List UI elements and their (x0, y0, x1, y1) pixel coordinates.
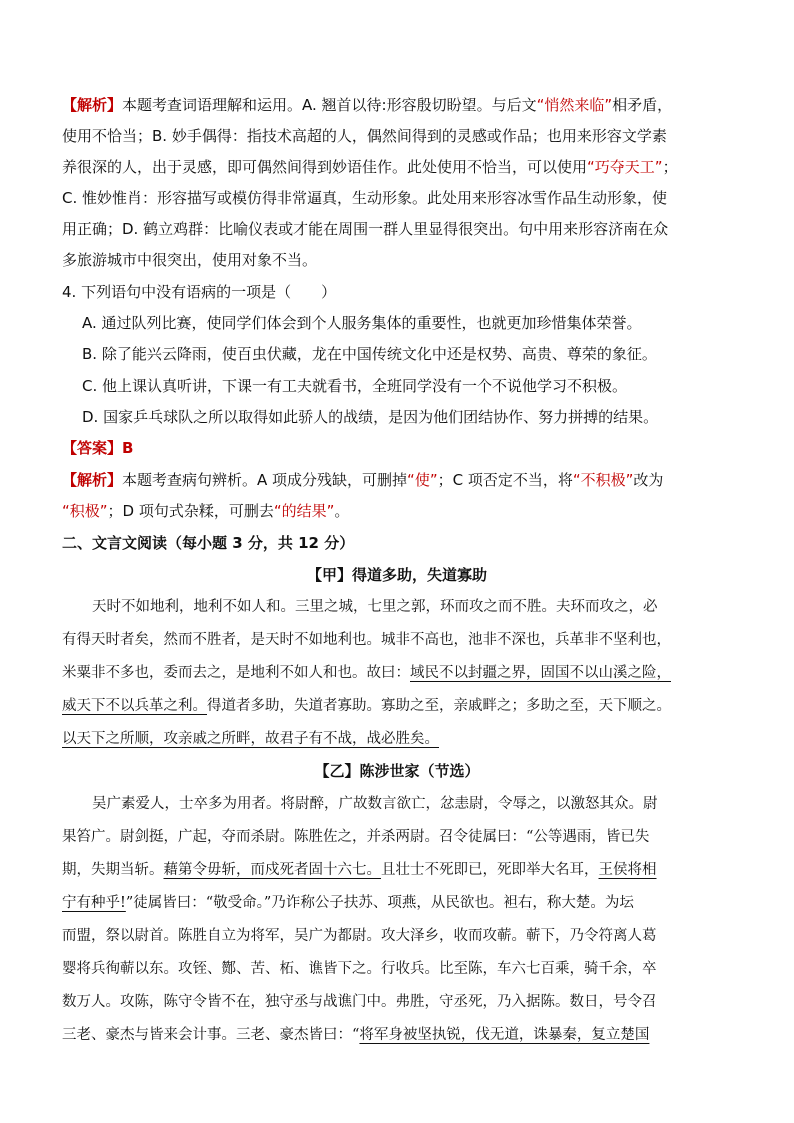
yi-line-4: 宁有种乎!”徒属皆曰：“敬受命。”乃诈称公子扶苏、项燕，从民欲也。袒右，称大楚。为坛 (62, 895, 634, 911)
q4-stem: 4. 下列语句中没有语病的一项是（ ） (62, 283, 337, 301)
yi-line-1: 吴广素爱人，士卒多为用者。将尉醉，广故数言欲亡，忿恚尉，令辱之，以激怒其众。尉 (92, 796, 658, 812)
underlined-phrase: 域民不以封疆之界，固国不以山溪之险， (410, 665, 671, 681)
analysis-tag: 【解析】 (62, 96, 123, 114)
q4-option-b: B. 除了能兴云降雨，使百虫伏藏，龙在中国传统文化中还是权势、高贵、尊荣的象征。 (82, 345, 657, 363)
q3-analysis-line-5: 用正确；D. 鹤立鸡群：比喻仪表或才能在周围一群人里显得很突出。句中用来形容济南在众 (62, 220, 669, 238)
jia-line-4: 威天下不以兵革之利。得道者多助，失道者寡助。寡助之至，亲戚畔之；多助之至，天下顺之。 (62, 698, 671, 714)
section-heading: 二、文言文阅读（每小题 3 分，共 12 分） (62, 534, 355, 552)
yi-title: 【乙】陈涉世家（节选） (314, 762, 480, 780)
q3-analysis-line-1: 【解析】本题考查词语理解和运用。A. 翘首以待:形容殷切盼望。与后文“悄然来临”相矛盾， (62, 96, 673, 114)
yi-line-3: 期，失期当斩。藉第令毋斩，而戍死者固十六七。且壮士不死即已，死即举大名耳，王侯将相 (62, 862, 657, 878)
underlined-phrase: 宁有种乎! (62, 895, 126, 911)
q4-option-c: C. 他上课认真听讲，下课一有工夫就看书，全班同学没有一个不说他学习不积极。 (82, 377, 628, 395)
q4-option-a: A. 通过队列比赛，使同学们体会到个人服务集体的重要性，也就更加珍惜集体荣誉。 (82, 314, 642, 332)
q3-analysis-line-3: 养很深的人，出于灵感，即可偶然间得到妙语佳作。此处使用不恰当，可以使用“巧夺天工”； (62, 158, 678, 176)
q3-analysis-line-4: C. 惟妙惟肖：形容描写或模仿得非常逼真，生动形象。此处用来形容冰雪作品生动形象，使 (62, 189, 668, 207)
yi-line-8: 三老、豪杰与皆来会计事。三老、豪杰皆曰：“将军身被坚执锐，伐无道，诛暴秦，复立楚国 (62, 1027, 650, 1043)
yi-line-2: 果笞广。尉剑挺，广起，夺而杀尉。陈胜佐之，并杀两尉。召令徒属曰：“公等遇雨，皆已失 (62, 829, 650, 845)
underlined-phrase: 王侯将相 (598, 862, 657, 878)
q3-analysis-line-6: 多旅游城市中很突出，使用对象不当。 (62, 251, 318, 269)
yi-line-5: 而盟，祭以尉首。陈胜自立为将军，吴广为都尉。攻大泽乡，收而攻蕲。蕲下，乃令符离人葛 (62, 928, 657, 944)
jia-line-2: 有得天时者矣，然而不胜者，是天时不如地利也。城非不高也，池非不深也，兵革非不坚利也， (62, 632, 671, 648)
q3-analysis-line-2: 使用不恰当；B. 妙手偶得：指技术高超的人，偶然间得到的灵感或作品；也用来形容文学素 (62, 127, 667, 145)
yi-line-6: 婴将兵徇蕲以东。攻铚、酂、苦、柘、谯皆下之。行收兵。比至陈，车六七百乘，骑千余，卒 (62, 961, 657, 977)
underlined-phrase: 威天下不以兵革之利。 (62, 698, 207, 714)
underlined-phrase: 以天下之所顺，攻亲戚之所畔，故君子有不战，战必胜矣。 (62, 731, 439, 747)
q4-answer (62, 438, 133, 458)
q4-option-d: D. 国家乒乓球队之所以取得如此骄人的战绩，是因为他们团结协作、努力拼搏的结果。 (82, 408, 659, 426)
yi-line-7: 数万人。攻陈，陈守令皆不在，独守丞与战谯门中。弗胜，守丞死，乃入据陈。数日，号令召 (62, 994, 657, 1010)
q4-analysis-line-2: “积极”；D 项句式杂糅，可删去“的结果”。 (62, 502, 350, 520)
analysis-tag: 【解析】 (62, 471, 123, 489)
jia-line-1: 天时不如地利，地利不如人和。三里之城，七里之郭，环而攻之而不胜。夫环而攻之，必 (92, 599, 658, 615)
underlined-phrase: 将军身被坚执锐，伐无道，诛暴秦，复立楚国 (359, 1027, 650, 1043)
jia-line-5 (62, 729, 439, 749)
answer-value: B (122, 439, 134, 457)
jia-title: 【甲】得道多助，失道寡助 (306, 566, 487, 584)
underlined-phrase: 藉第令毋斩，而戍死者固十六七。 (163, 862, 381, 878)
answer-tag: 【答案】 (62, 439, 123, 457)
q4-analysis-line-1: 【解析】本题考查病句辨析。A 项成分残缺，可删掉“使”；C 项否定不当，将“不积极”改为 (62, 471, 664, 489)
jia-line-3: 米粟非不多也，委而去之，是地利不如人和也。故曰：域民不以封疆之界，固国不以山溪之险， (62, 665, 671, 681)
